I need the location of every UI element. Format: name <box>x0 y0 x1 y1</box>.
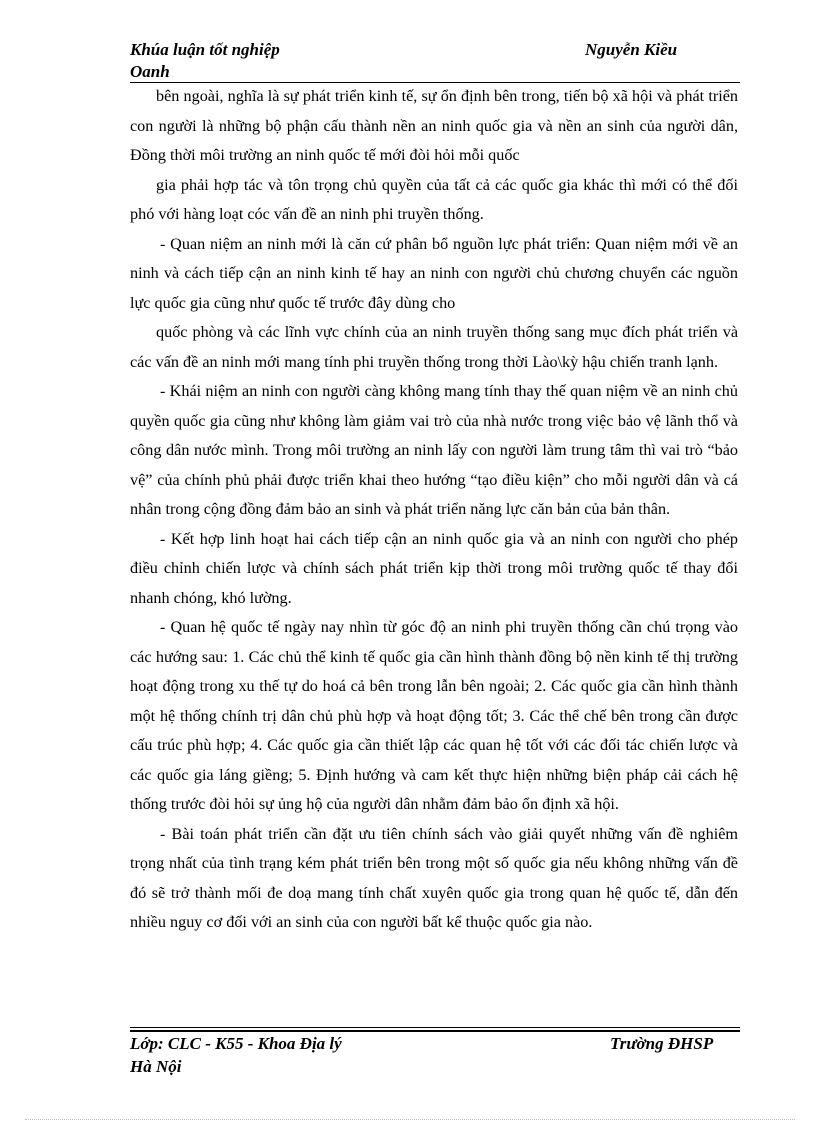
footer-city: Hà Nội <box>130 1057 182 1076</box>
page-bottom-border <box>25 1119 795 1120</box>
footer-school: Trường ĐHSP <box>610 1034 714 1053</box>
header-thesis-title: Khúa luận tốt nghiệp <box>130 40 280 59</box>
paragraph: - Quan hệ quốc tế ngày nay nhìn từ góc độ an ninh phi truyền thống cần chú trọng vào các hướng sau: 1. Các chủ thể kinh tế quốc gia cần hình thành đồng bộ nền kinh tế thị trường hoạt động trong xu thế tự do hoá cả bên trong lẫn bên ngoài; 2. Các quốc gia cần hình thành một hệ thống chính trị dân chủ phù hợp và hoạt động tốt; 3. Các thể chế bên trong cần được cấu trúc phù hợp; 4. Các quốc gia cần thiết lập các quan hệ tốt với các đối tác chiến lược và các quốc gia láng giềng; 5. Định hướng và cam kết thực hiện những biện pháp cải cách hệ thống trước đòi hỏi sự ủng hộ của người dân nhằm đảm bảo ổn định xã hội. <box>130 618 738 813</box>
paragraph: gia phải hợp tác và tôn trọng chủ quyền của tất cả các quốc gia khác thì mới có thể đối phó với hàng loạt cóc vấn đề an ninh phi truyền thống. <box>130 175 738 223</box>
page-header <box>130 38 738 84</box>
document-body <box>130 82 738 938</box>
paragraph: quốc phòng và các lĩnh vực chính của an ninh truyền thống sang mục đích phát triển và các vấn đề an ninh mới mang tính phi truyền thống trong thời Lào\kỳ hậu chiến tranh lạnh. <box>130 323 738 371</box>
page-footer <box>130 1032 738 1082</box>
paragraph: - Bài toán phát triển cần đặt ưu tiên chính sách vào giải quyết những vấn đề nghiêm trọng nhất của tình trạng kém phát triển bên trong một số quốc gia nếu không những vấn đề đó sẽ trở thành mối đe doạ mang tính chất xuyên quốc gia trong quan hệ quốc tế, dẫn đến nhiều nguy cơ đối với an sinh của con người bất kể thuộc quốc gia nào. <box>130 824 738 931</box>
footer-rule-thin <box>130 1027 740 1028</box>
footer-class-label: Lớp: CLC - K55 - Khoa Địa lý <box>130 1034 342 1053</box>
paragraph: - Quan niệm an ninh mới là căn cứ phân bổ nguồn lực phát triển: Quan niệm mới về an ninh và cách tiếp cận an ninh kinh tế hay an ninh con người chủ chương chuyển các nguồn lực quốc gia cũng như quốc tế trước đây dùng cho <box>130 234 738 312</box>
paragraph: - Khái niệm an ninh con người càng không mang tính thay thế quan niệm về an ninh chủ quyền quốc gia cũng như không làm giảm vai trò của nhà nước trong việc bảo vệ lãnh thổ và công dân nước mình. Trong môi trường an ninh lấy con người làm trung tâm thì vai trò “bảo vệ” của chính phủ phải được triển khai theo hướng “tạo điều kiện” cho mỗi người dân và cá nhân trong cộng đồng đảm bảo an sinh và phát triển năng lực căn bản của bản thân. <box>130 382 738 518</box>
header-author: Nguyễn Kiều <box>585 40 678 59</box>
paragraph: bên ngoài, nghĩa là sự phát triển kinh tế, sự ổn định bên trong, tiến bộ xã hội và phát triển con người là những bộ phận cấu thành nền an ninh quốc gia và nền an sinh của người dân, Đồng thời môi trường an ninh quốc tế mới đòi hỏi mỗi quốc <box>130 87 738 164</box>
paragraph: - Kết hợp linh hoạt hai cách tiếp cận an ninh quốc gia và an ninh con người cho phép điều chỉnh chiến lược và chính sách phát triển kịp thời trong môi trường quốc tế thay đổi nhanh chóng, khó lường. <box>130 529 738 607</box>
header-author-cont: Oanh <box>130 62 170 81</box>
